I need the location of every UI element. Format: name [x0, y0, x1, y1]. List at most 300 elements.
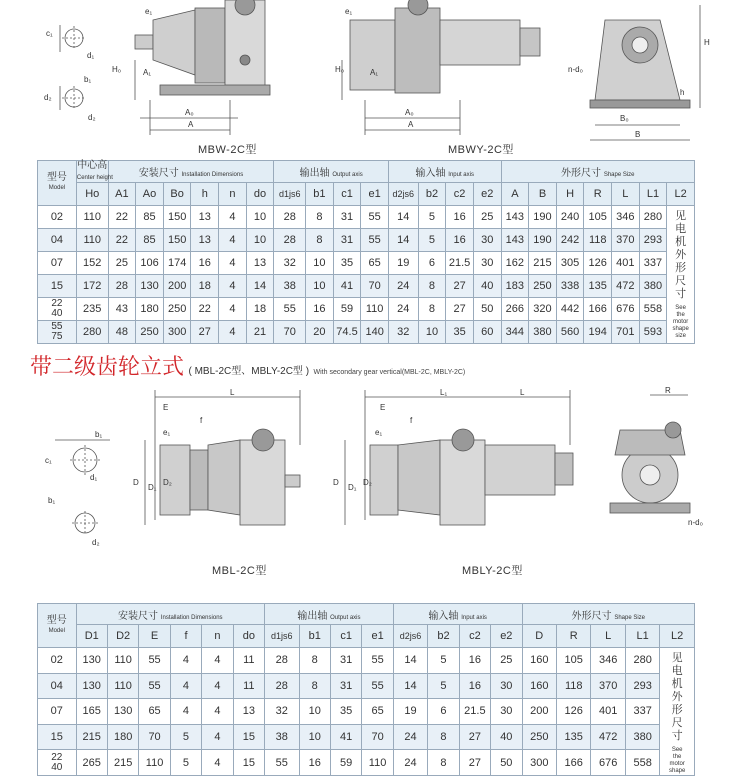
t2-col-header: D2 — [107, 625, 138, 648]
t1-shape-header: 外形尺寸 Shape Size — [501, 161, 694, 183]
t2-cell: 4 — [170, 648, 201, 674]
t2-cell: 250 — [522, 724, 556, 750]
t2-cell: 346 — [591, 648, 625, 674]
t2-cell: 6 — [428, 699, 459, 725]
t1-cell: 4 — [219, 252, 247, 275]
t1-note-word: size — [675, 333, 686, 339]
t1-col-header: L — [612, 183, 640, 206]
t2-col-header: D1 — [76, 625, 107, 648]
t1-cell: 676 — [612, 298, 640, 321]
t1-cell: 280 — [76, 321, 108, 344]
t1-install-header: 安装尺寸 Installation Dimensions — [108, 161, 274, 183]
t1-cell: 300 — [163, 321, 191, 344]
t1-cell: 593 — [639, 321, 667, 344]
section-subtitle: ( MBL-2C型、MBLY-2C型 ) — [188, 366, 310, 377]
t1-col-header: b2 — [418, 183, 446, 206]
t2-cell: 337 — [625, 699, 659, 725]
t1-table-row — [38, 252, 695, 275]
t1-cell: 190 — [529, 206, 557, 229]
t2-col-header: c1 — [330, 625, 361, 648]
t1-cell: 150 — [163, 206, 191, 229]
t1-col-header: Ho — [76, 183, 108, 206]
t1-cell: 10 — [246, 206, 274, 229]
t1-col-header: B — [529, 183, 557, 206]
t1-cell: 55 — [361, 206, 389, 229]
t2-col-header: do — [233, 625, 264, 648]
t1-col-header: Bo — [163, 183, 191, 206]
t2-cell: 8 — [428, 724, 459, 750]
t1-note-char: 寸 — [675, 288, 687, 300]
t1-cell: 38 — [274, 275, 306, 298]
t1-model-text: 02 — [50, 211, 64, 223]
t1-note-char: 电 — [675, 223, 687, 235]
t1-cell: 442 — [556, 298, 584, 321]
t2-cell: 401 — [591, 699, 625, 725]
caption-mbly-2c: MBLY-2C型 — [462, 565, 523, 577]
t1-cell: 27 — [446, 298, 474, 321]
t1-cell: 8 — [418, 275, 446, 298]
t2-cell: 676 — [591, 750, 625, 776]
lbl-c1-mid: c₁ — [45, 456, 52, 465]
t1-cell: 152 — [76, 252, 108, 275]
t1-cell: 10 — [418, 321, 446, 344]
t2-cell: 65 — [362, 699, 393, 725]
t1-cell: 5 — [418, 206, 446, 229]
mid-drawing-strip — [20, 385, 730, 580]
t1-center-height-header: 中心高 Center height — [76, 160, 113, 181]
lbl-d1-mid: d₁ — [90, 473, 98, 482]
t1-cell: 183 — [501, 275, 529, 298]
t1-cell: 150 — [163, 229, 191, 252]
t1-cell: 110 — [361, 298, 389, 321]
t1-cell: 19 — [388, 252, 418, 275]
t1-model-cell — [38, 252, 77, 275]
t2-cell: 30 — [491, 673, 522, 699]
t1-cell: 293 — [639, 229, 667, 252]
t2-model-text: 04 — [50, 679, 63, 692]
t2-model-text: 15 — [50, 731, 63, 744]
t2-note-word: shape — [669, 768, 686, 774]
t2-col-header: L — [591, 625, 625, 648]
t2-note-char: 形 — [671, 704, 683, 716]
t2-model-cell — [38, 648, 77, 674]
t1-cell: 140 — [361, 321, 389, 344]
lbl-l: L — [230, 388, 235, 397]
lbl-a1-2: A₁ — [370, 68, 379, 77]
t1-model-cell — [38, 298, 77, 321]
t2-cell: 41 — [330, 724, 361, 750]
t1-cell: 59 — [333, 298, 361, 321]
t2-note-char: 寸 — [671, 730, 683, 742]
t1-cell: 10 — [246, 229, 274, 252]
t1-model-text: 22 — [51, 298, 63, 309]
t2-cell: 380 — [625, 724, 659, 750]
mid-technical-drawings — [20, 385, 730, 580]
t1-input-header: 输入轴 Input axis — [388, 161, 501, 183]
section-subtitle-en: With secondary gear vertical(MBL-2C, MBLY-2C) — [313, 369, 466, 376]
t1-cell: 74.5 — [333, 321, 361, 344]
t1-cell: 32 — [388, 321, 418, 344]
t1-model-cell — [38, 321, 77, 344]
t1-col-header: d2js6 — [388, 183, 418, 206]
t2-motor-note — [660, 648, 695, 776]
t2-cell: 24 — [393, 724, 427, 750]
t2-cell: 110 — [107, 673, 138, 699]
t2-cell: 166 — [557, 750, 591, 776]
t2-cell: 70 — [139, 724, 170, 750]
t2-cell: 27 — [459, 724, 490, 750]
lbl-bo: B₀ — [620, 114, 629, 123]
t1-cell: 55 — [274, 298, 306, 321]
t1-cell: 240 — [556, 206, 584, 229]
t1-cell: 24 — [388, 298, 418, 321]
t1-cell: 25 — [108, 252, 136, 275]
t2-col-header: E — [139, 625, 170, 648]
t2-cell: 160 — [522, 648, 556, 674]
lbl-f: f — [200, 416, 203, 425]
t2-table-row — [38, 699, 695, 725]
t2-cell: 15 — [233, 724, 264, 750]
t1-cell: 14 — [246, 275, 274, 298]
t2-cell: 215 — [76, 724, 107, 750]
t2-table-row — [38, 750, 695, 776]
t1-cell: 337 — [639, 252, 667, 275]
t1-col-header: Ao — [136, 183, 164, 206]
top-drawing-strip — [20, 0, 730, 160]
t1-cell: 18 — [191, 275, 219, 298]
t2-cell: 200 — [522, 699, 556, 725]
t1-col-header: c1 — [333, 183, 361, 206]
t1-cell: 14 — [388, 206, 418, 229]
t1-cell: 22 — [108, 206, 136, 229]
t1-cell: 105 — [584, 206, 612, 229]
t1-cell: 22 — [191, 298, 219, 321]
t1-note-word: motor — [672, 319, 689, 325]
t2-cell: 28 — [265, 648, 299, 674]
t1-cell: 41 — [333, 275, 361, 298]
t2-cell: 10 — [299, 699, 330, 725]
t1-cell: 40 — [473, 275, 501, 298]
t1-cell: 242 — [556, 229, 584, 252]
section-title-cn: 带二级齿轮立式 — [30, 355, 185, 380]
t2-note-en — [660, 747, 694, 775]
t1-cell: 135 — [584, 275, 612, 298]
t2-cell: 21.5 — [459, 699, 490, 725]
lbl-d1-big-2: D₁ — [348, 483, 357, 492]
caption-mbl-2c: MBL-2C型 — [212, 565, 267, 577]
t1-table-row — [38, 275, 695, 298]
t1-model-cell — [38, 275, 77, 298]
lbl-ho-2: H₀ — [335, 65, 345, 74]
t1-cell: 65 — [361, 252, 389, 275]
t2-note-char: 外 — [671, 691, 683, 703]
t1-cell: 166 — [584, 298, 612, 321]
t2-cell: 4 — [202, 699, 233, 725]
t1-cell: 174 — [163, 252, 191, 275]
t1-cell: 110 — [76, 229, 108, 252]
t2-col-header: f — [170, 625, 201, 648]
t1-col-header: A1 — [108, 183, 136, 206]
t2-cell: 8 — [299, 648, 330, 674]
t2-cell: 135 — [557, 724, 591, 750]
t2-cell: 280 — [625, 648, 659, 674]
lbl-ao-2: A₀ — [405, 108, 414, 117]
t1-cell: 320 — [529, 298, 557, 321]
t1-cell: 118 — [584, 229, 612, 252]
t2-cell: 118 — [557, 673, 591, 699]
t2-cell: 165 — [76, 699, 107, 725]
t1-note-char: 见 — [675, 210, 687, 222]
lbl-l-2: L — [520, 388, 525, 397]
lbl-f-2: f — [410, 416, 413, 425]
t1-model-text: 40 — [51, 308, 63, 319]
t1-note-word: shape — [672, 326, 689, 332]
t2-col-header: R — [557, 625, 591, 648]
lbl-b: B — [635, 130, 641, 139]
t1-cell: 16 — [446, 206, 474, 229]
t1-col-header: d1js6 — [274, 183, 306, 206]
t2-cell: 4 — [202, 724, 233, 750]
t1-cell: 30 — [473, 252, 501, 275]
t2-note-word: the — [673, 754, 682, 760]
t2-cell: 130 — [76, 673, 107, 699]
section-title — [30, 350, 465, 381]
t1-cell: 16 — [191, 252, 219, 275]
t2-cell: 65 — [139, 699, 170, 725]
t1-cell: 70 — [274, 321, 306, 344]
t1-cell: 6 — [418, 252, 446, 275]
t1-cell: 4 — [219, 206, 247, 229]
lbl-d2: d₂ — [88, 113, 96, 122]
t1-cell: 85 — [136, 229, 164, 252]
t1-col-header: e2 — [473, 183, 501, 206]
t2-col-header: c2 — [459, 625, 490, 648]
t2-model-cell — [38, 673, 77, 699]
t2-model-cell — [38, 750, 77, 776]
lbl-ndo-mid: n-d₀ — [688, 518, 703, 527]
lbl-c1: c₁ — [46, 29, 53, 38]
t1-cell: 126 — [584, 252, 612, 275]
t2-cell: 130 — [76, 648, 107, 674]
t1-note-char: 机 — [675, 236, 687, 248]
t1-model-text: 07 — [50, 257, 64, 269]
lbl-b1: b₁ — [84, 75, 92, 84]
t2-model-text: 02 — [50, 654, 63, 667]
t1-cell: 55 — [361, 229, 389, 252]
t2-cell: 126 — [557, 699, 591, 725]
t1-cell: 35 — [333, 252, 361, 275]
t1-model-cell — [38, 229, 77, 252]
t1-cell: 401 — [612, 252, 640, 275]
t1-cell: 32 — [274, 252, 306, 275]
t1-cell: 194 — [584, 321, 612, 344]
lbl-hh: h — [680, 88, 685, 97]
t1-cell: 180 — [136, 298, 164, 321]
t1-cell: 43 — [108, 298, 136, 321]
t2-column-header-row — [38, 625, 695, 648]
t1-output-header: 输出轴 Output axis — [274, 161, 389, 183]
t1-model-cell — [38, 206, 77, 229]
t1-cell: 106 — [136, 252, 164, 275]
t1-cell: 31 — [333, 206, 361, 229]
t1-cell: 235 — [76, 298, 108, 321]
t1-cell: 48 — [108, 321, 136, 344]
t1-model-header: 型号 Model — [38, 161, 77, 206]
t1-col-header: n — [219, 183, 247, 206]
t2-col-header: D — [522, 625, 556, 648]
t1-cell: 13 — [191, 229, 219, 252]
t1-cell: 13 — [246, 252, 274, 275]
t2-model-cell — [38, 724, 77, 750]
t1-cell: 10 — [306, 275, 334, 298]
t2-col-header: L1 — [625, 625, 659, 648]
t1-cell: 21.5 — [446, 252, 474, 275]
t1-cell: 8 — [418, 298, 446, 321]
t1-col-header: L2 — [667, 183, 695, 206]
t1-motor-note — [667, 206, 695, 344]
t2-model-text: 40 — [51, 761, 63, 773]
t2-cell: 4 — [170, 699, 201, 725]
t2-table-row — [38, 673, 695, 699]
t2-cell: 70 — [362, 724, 393, 750]
t2-cell: 13 — [233, 699, 264, 725]
top-technical-drawings — [20, 0, 730, 160]
t2-note-char: 机 — [671, 678, 683, 690]
t1-cell: 4 — [219, 321, 247, 344]
t2-cell: 110 — [107, 648, 138, 674]
t1-cell: 85 — [136, 206, 164, 229]
t1-column-header-row — [38, 183, 695, 206]
t1-col-header: L1 — [639, 183, 667, 206]
t1-cell: 18 — [246, 298, 274, 321]
t2-cell: 14 — [393, 648, 427, 674]
lbl-b1-mid: b₁ — [95, 430, 103, 439]
lbl-a: A — [188, 120, 194, 129]
t2-col-header: b1 — [299, 625, 330, 648]
lbl-b1-mid-2: b₁ — [48, 496, 56, 505]
lbl-d2-left: d₂ — [44, 93, 52, 102]
t1-col-header: h — [191, 183, 219, 206]
t2-cell: 265 — [76, 750, 107, 776]
t1-table-row — [38, 321, 695, 344]
t2-output-header: 输出轴 Output axis — [265, 604, 394, 625]
t2-cell: 180 — [107, 724, 138, 750]
t1-col-header: e1 — [361, 183, 389, 206]
lbl-d: D — [133, 478, 139, 487]
lbl-d1: d₁ — [87, 51, 95, 60]
t2-cell: 215 — [107, 750, 138, 776]
lbl-d2-mid: d₂ — [92, 538, 100, 547]
t2-cell: 25 — [491, 648, 522, 674]
t2-cell: 55 — [139, 673, 170, 699]
t1-col-header: do — [246, 183, 274, 206]
t1-col-header: H — [556, 183, 584, 206]
t1-note-char: 尺 — [675, 275, 687, 287]
t2-cell: 4 — [170, 673, 201, 699]
t2-cell: 14 — [393, 673, 427, 699]
t1-body — [38, 206, 695, 344]
t1-cell: 31 — [333, 229, 361, 252]
t1-cell: 280 — [639, 206, 667, 229]
t1-cell: 472 — [612, 275, 640, 298]
t2-col-header: b2 — [428, 625, 459, 648]
t2-note-word: motor — [669, 761, 685, 767]
t2-model-header: 型号 Model — [38, 604, 77, 648]
t1-cell: 370 — [612, 229, 640, 252]
t2-col-header: e2 — [491, 625, 522, 648]
t1-note-char: 外 — [675, 249, 687, 261]
t2-cell: 32 — [265, 699, 299, 725]
t2-cell: 160 — [522, 673, 556, 699]
lbl-d2-big-2: D₂ — [363, 478, 372, 487]
t1-note-char: 形 — [675, 262, 687, 274]
t1-cell: 200 — [163, 275, 191, 298]
t1-cell: 110 — [76, 206, 108, 229]
t2-cell: 300 — [522, 750, 556, 776]
lbl-r: R — [665, 386, 671, 395]
t1-cell: 24 — [388, 275, 418, 298]
t2-cell: 16 — [299, 750, 330, 776]
t1-cell: 28 — [274, 206, 306, 229]
t1-cell: 305 — [556, 252, 584, 275]
t1-cell: 4 — [219, 298, 247, 321]
t1-cell: 25 — [473, 206, 501, 229]
lbl-ho: H₀ — [112, 65, 122, 74]
t2-note-char: 见 — [671, 652, 683, 664]
t1-note-en — [667, 305, 694, 340]
t1-col-header: R — [584, 183, 612, 206]
t1-cell: 250 — [163, 298, 191, 321]
t2-install-header: 安装尺寸 Installation Dimensions — [76, 604, 265, 625]
t2-note-char: 电 — [671, 665, 683, 677]
t1-cell: 215 — [529, 252, 557, 275]
t1-cell: 172 — [76, 275, 108, 298]
t2-cell: 50 — [491, 750, 522, 776]
t2-cell: 55 — [265, 750, 299, 776]
t1-cell: 22 — [108, 229, 136, 252]
t1-col-header: A — [501, 183, 529, 206]
t1-col-header: b1 — [306, 183, 334, 206]
t2-cell: 59 — [330, 750, 361, 776]
t2-col-header: L2 — [660, 625, 695, 648]
t2-table-row — [38, 648, 695, 674]
spec-table-mbw — [37, 160, 695, 344]
t2-cell: 110 — [362, 750, 393, 776]
t1-cell: 21 — [246, 321, 274, 344]
t2-model-cell — [38, 699, 77, 725]
t1-cell: 130 — [136, 275, 164, 298]
t2-body — [38, 648, 695, 776]
t1-cell: 27 — [191, 321, 219, 344]
t1-cell: 16 — [446, 229, 474, 252]
t1-cell: 30 — [473, 229, 501, 252]
t1-model-text: 75 — [51, 331, 63, 342]
t2-cell: 110 — [139, 750, 170, 776]
t2-model-text: 22 — [51, 751, 63, 763]
t1-cell: 266 — [501, 298, 529, 321]
t2-cell: 10 — [299, 724, 330, 750]
t2-cell: 15 — [233, 750, 264, 776]
t2-cell: 31 — [330, 673, 361, 699]
t1-cell: 20 — [306, 321, 334, 344]
t1-cell: 250 — [529, 275, 557, 298]
t1-cell: 16 — [306, 298, 334, 321]
t1-cell: 8 — [306, 229, 334, 252]
t2-cell: 5 — [170, 750, 201, 776]
t2-cell: 55 — [139, 648, 170, 674]
t1-cell: 190 — [529, 229, 557, 252]
lbl-e-2: E — [380, 403, 386, 412]
